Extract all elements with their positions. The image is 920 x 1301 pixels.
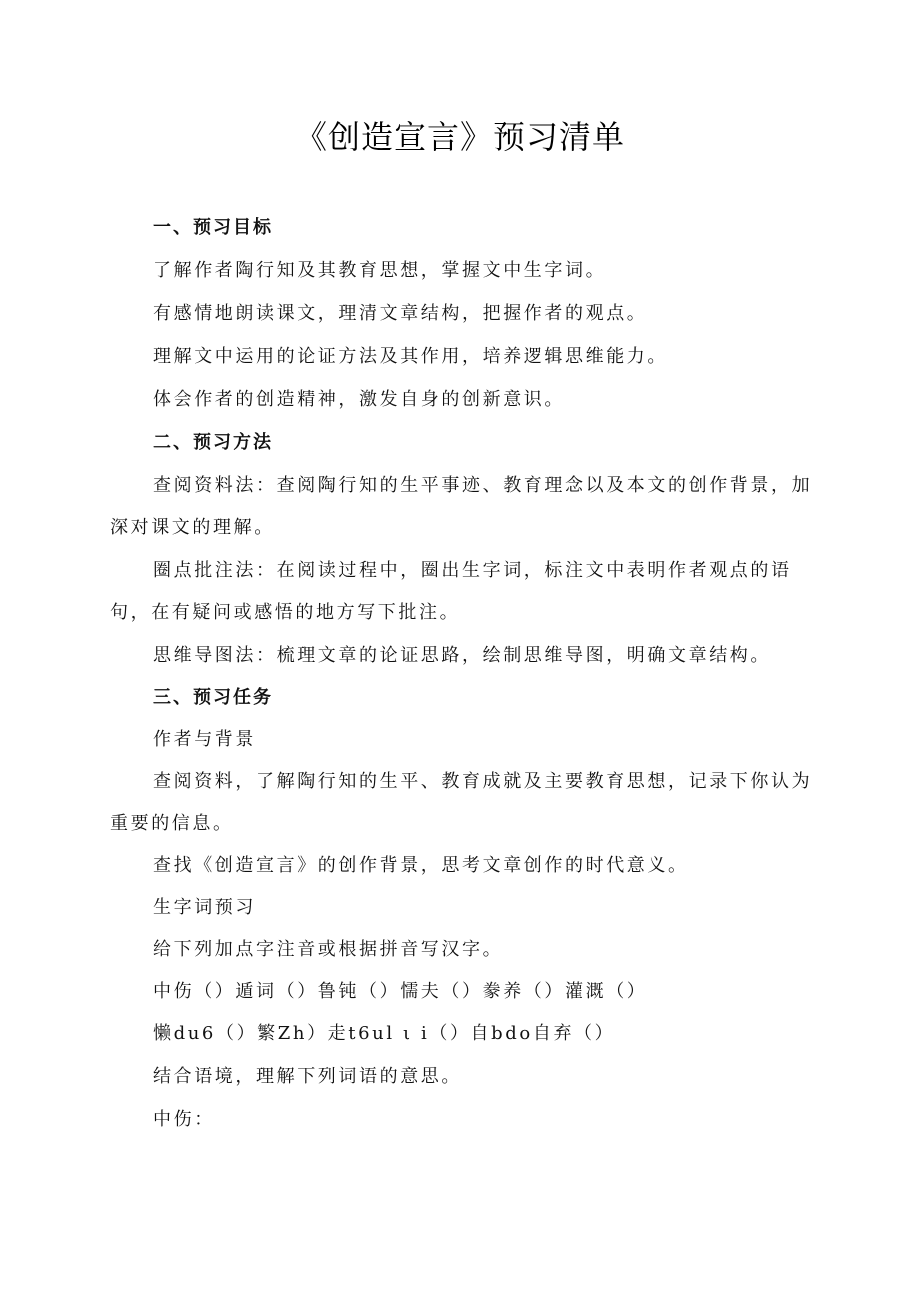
vocab-row-2: 懒du6（）繁Zh）走t6ul ι i（）自bdo自弃（） (153, 1023, 616, 1044)
goal-item-3: 理解文中运用的论证方法及其作用，培养逻辑思维能力。 (153, 346, 668, 367)
task-author-item-2: 查找《创造宣言》的创作背景，思考文章创作的时代意义。 (153, 855, 689, 876)
method-item-1-continued: 深对课文的理解。 (110, 517, 275, 538)
vocab-row-1: 中伤（）遁词（）鲁钝（）懦夫（）豢养（）灌溉（） (153, 981, 648, 1002)
task-author-item-1: 查阅资料，了解陶行知的生平、教育成就及主要教育思想，记录下你认为 (153, 771, 813, 792)
vocab-term-zhongshang: 中伤： (153, 1109, 215, 1130)
goal-item-1: 了解作者陶行知及其教育思想，掌握文中生字词。 (153, 260, 607, 281)
method-item-3: 思维导图法：梳理文章的论证思路，绘制思维导图，明确文章结构。 (153, 645, 771, 666)
task-label-vocabulary: 生字词预习 (153, 897, 256, 918)
method-item-2: 圈点批注法：在阅读过程中，圈出生字词，标注文中表明作者观点的语 (153, 560, 792, 581)
section-heading-tasks: 三、预习任务 (153, 687, 273, 708)
vocab-meaning-instruction: 结合语境，理解下列词语的意思。 (153, 1066, 462, 1087)
method-item-1: 查阅资料法：查阅陶行知的生平事迹、教育理念以及本文的创作背景，加 (153, 475, 813, 496)
section-heading-methods: 二、预习方法 (153, 432, 273, 453)
task-author-item-1-continued: 重要的信息。 (110, 813, 234, 834)
page-title: 《创造宣言》预习清单 (294, 118, 625, 156)
goal-item-2: 有感情地朗读课文，理清文章结构，把握作者的观点。 (153, 303, 648, 324)
task-label-author-background: 作者与背景 (153, 729, 256, 750)
method-item-2-continued: 句，在有疑问或感悟的地方写下批注。 (110, 602, 461, 623)
goal-item-4: 体会作者的创造精神，激发自身的创新意识。 (153, 389, 565, 410)
section-heading-goals: 一、预习目标 (153, 217, 273, 238)
vocab-instruction: 给下列加点字注音或根据拼音写汉字。 (153, 939, 504, 960)
